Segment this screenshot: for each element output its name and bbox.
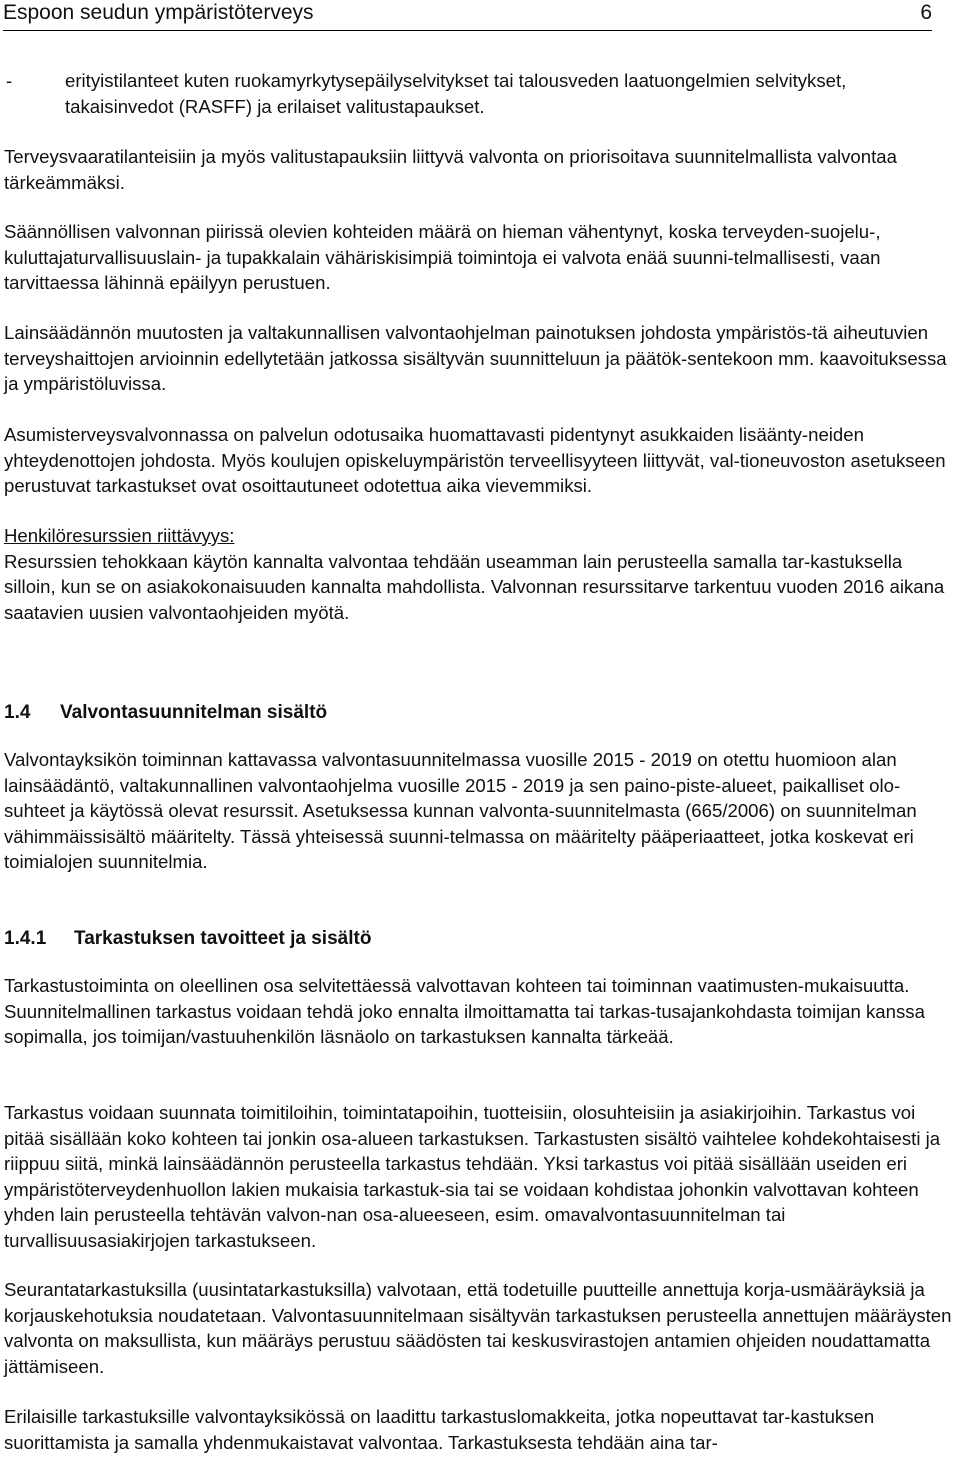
resources-label: Henkilöresurssien riittävyys:: [4, 525, 235, 546]
paragraph-plan-content: Valvontayksikön toiminnan kattavassa valvontasuunnitelmassa vuosille 2015 - 2019 on otettu huomioon alan lainsäädäntö, valtakunnallinen valvontaohjelma vuosille 2015 - 2019 ja sen paino-piste-alueet, paikalliset olo-suhteet ja käytössä olevat resurssit. Asetuksessa kunnan valvonta-suunnitelmasta (665/2006) on suunnitelman vähimmäissisältö määritelty. Tässä yhteisessä suunni-telmassa on määritelty pääperiaatteet, jotka koskevat eri toimialojen suunnitelmia.: [4, 749, 917, 872]
section-heading-1-4: [4, 700, 328, 725]
header-title: Espoon seudun ympäristöterveys: [3, 1, 314, 24]
paragraph-inspection-forms: Erilaisille tarkastuksille valvontayksikössä on laadittu tarkastuslomakkeita, jotka nopeuttavat tar-kastuksen suorittamista ja samalla yhdenmukaistavat valvontaa. Tarkastuksesta tehdään aina tar-: [4, 1406, 875, 1453]
list-dash: -: [6, 70, 13, 91]
page-header: [3, 0, 932, 31]
paragraph-legislation-changes: Lainsäädännön muutosten ja valtakunnallisen valvontaohjelman painotuksen johdosta ympäristös-tä aiheutuvien terveyshaittojen arvioinnin edellytetään jatkossa sisältyvän suunnitteluun ja päätök-sentekoon mm. kaavoituksessa ja ympäristöluvissa.: [4, 322, 947, 394]
paragraph-priority: Terveysvaaratilanteisiin ja myös valitustapauksiin liittyvä valvonta on priorisoitava suunnitelmallista valvontaa tärkeämmäksi.: [4, 146, 897, 193]
resources-text: Resurssien tehokkaan käytön kannalta valvontaa tehdään useamman lain perusteella samalla tar-kastuksella silloin, kun se on asiakokonaisuuden kannalta mahdollista. Valvonnan resurssitarve tarkentuu vuoden 2016 aikana saatavien uusien valvontaohjeiden myötä.: [4, 550, 945, 623]
paragraph-inspection-role: Tarkastustoiminta on oleellinen osa selvitettäessä valvottavan kohteen tai toiminnan vaatimusten-mukaisuutta. Suunnitelmallinen tarkastus voidaan tehdä joko ennalta ilmoittamatta tai tarkas-tusajankohdasta toimijan kanssa sopimalla, jos toimijan/vastuuhenkilön läsnäolo on tarkastuksen kannalta tärkeää.: [4, 975, 925, 1047]
list-item: [6, 68, 945, 119]
paragraph-human-resources: [4, 523, 952, 625]
list-item-text: erityistilanteet kuten ruokamyrkytysepäilyselvitykset tai talousveden laatuongelmien selvitykset, takaisinvedot (RASFF) ja erilaiset valitustapaukset.: [65, 70, 847, 117]
page-number: 6: [920, 1, 932, 24]
paragraph-inspection-targets: Tarkastus voidaan suunnata toimitiloihin, toimintatapoihin, tuotteisiin, olosuhteisiin ja asiakirjoihin. Tarkastus voi pitää sisällään koko kohteen tai jonkin osa-alueen tarkastuksen. Tarkastusten sisältö vaihtelee kohdekohtaisesti ja riippuu siitä, minkä lainsäädännön perusteella tarkastus tehdään. Yksi tarkastus voi pitää sisällään useiden eri ympäristöterveydenhuollon lakien mukaisia tarkastuk-sia tai se voidaan kohdistaa johonkin valvottavan kohteen yhden lain perusteella tehtävän valvon-nan osa-alueeseen, esim. omavalvontasuunnitelman tai turvallisuusasiakirjojen tarkastukseen.: [4, 1102, 941, 1251]
paragraph-follow-up-inspections: Seurantatarkastuksilla (uusintatarkastuksilla) valvotaan, että todetuille puutteille annettuja korja-usmääräyksiä ja korjauskehotuksia noudatetaan. Valvontasuunnitelmaan sisältyvän tarkastuksen perusteella annettujen määräysten valvonta on maksullista, kun määräys perustuu säädösten tai keskusvirastojen antamien ohjeiden noudattamatta jättämiseen.: [4, 1279, 952, 1377]
section-title: Tarkastuksen tavoitteet ja sisältö: [74, 928, 372, 949]
section-number: 1.4: [4, 702, 31, 723]
section-number: 1.4.1: [4, 928, 47, 949]
paragraph-housing-health: Asumisterveysvalvonnassa on palvelun odotusaika huomattavasti pidentynyt asukkaiden lisäänty-neiden yhteydenottojen johdosta. Myös koulujen opiskeluympäristön terveellisyyteen liittyvät, val-tioneuvoston asetukseen perustuvat tarkastukset ovat osoittautuneet odotettua aika vievemmiksi.: [4, 424, 946, 496]
section-heading-1-4-1: [4, 926, 372, 951]
paragraph-regular-supervision: Säännöllisen valvonnan piirissä olevien kohteiden määrä on hieman vähentynyt, koska terveyden-suojelu-, kuluttajaturvallisuuslain- ja tupakkalain vähäriskisimpiä toimintoja ei valvota enää suunni-telmallisesti, vaan tarvittaessa lähinnä epäilyyn perustuen.: [4, 221, 881, 293]
section-title: Valvontasuunnitelman sisältö: [60, 702, 328, 723]
